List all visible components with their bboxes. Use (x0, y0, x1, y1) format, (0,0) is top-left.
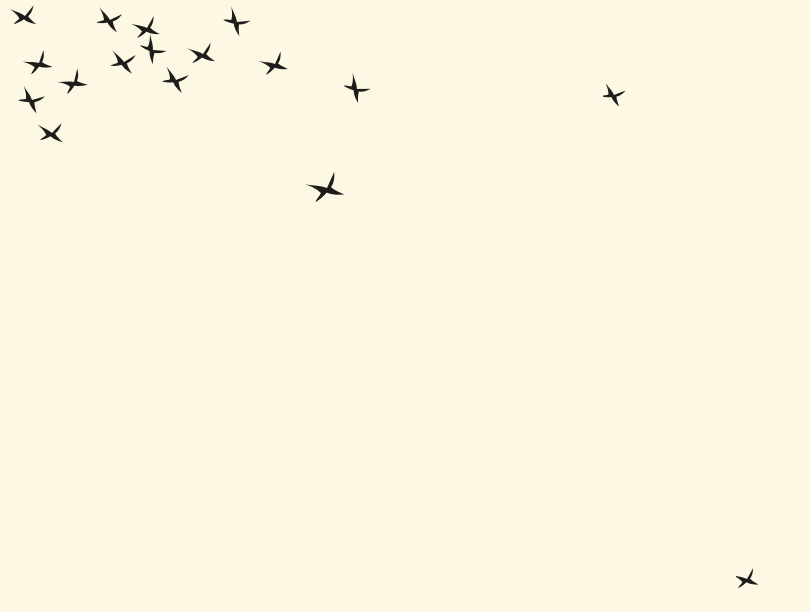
bird-icon (22, 48, 54, 80)
bird-icon (187, 40, 217, 69)
bird-icon (110, 50, 136, 74)
bird-icon (57, 67, 90, 99)
bird-icon (305, 168, 346, 208)
flock-of-birds-illustration (0, 0, 405, 230)
bird-icon (10, 3, 39, 30)
bird-icon (37, 120, 64, 146)
right-page (405, 0, 810, 612)
bird-icon (220, 6, 252, 37)
bird-divider-icon (603, 84, 625, 106)
bird-icon (136, 33, 169, 65)
bird-folio-icon (736, 568, 758, 590)
bird-icon (16, 85, 46, 114)
bird-icon (340, 73, 372, 105)
bird-icon (161, 66, 190, 93)
bird-icon (258, 49, 290, 80)
bird-icon (95, 7, 122, 33)
bird-icon (131, 13, 162, 43)
